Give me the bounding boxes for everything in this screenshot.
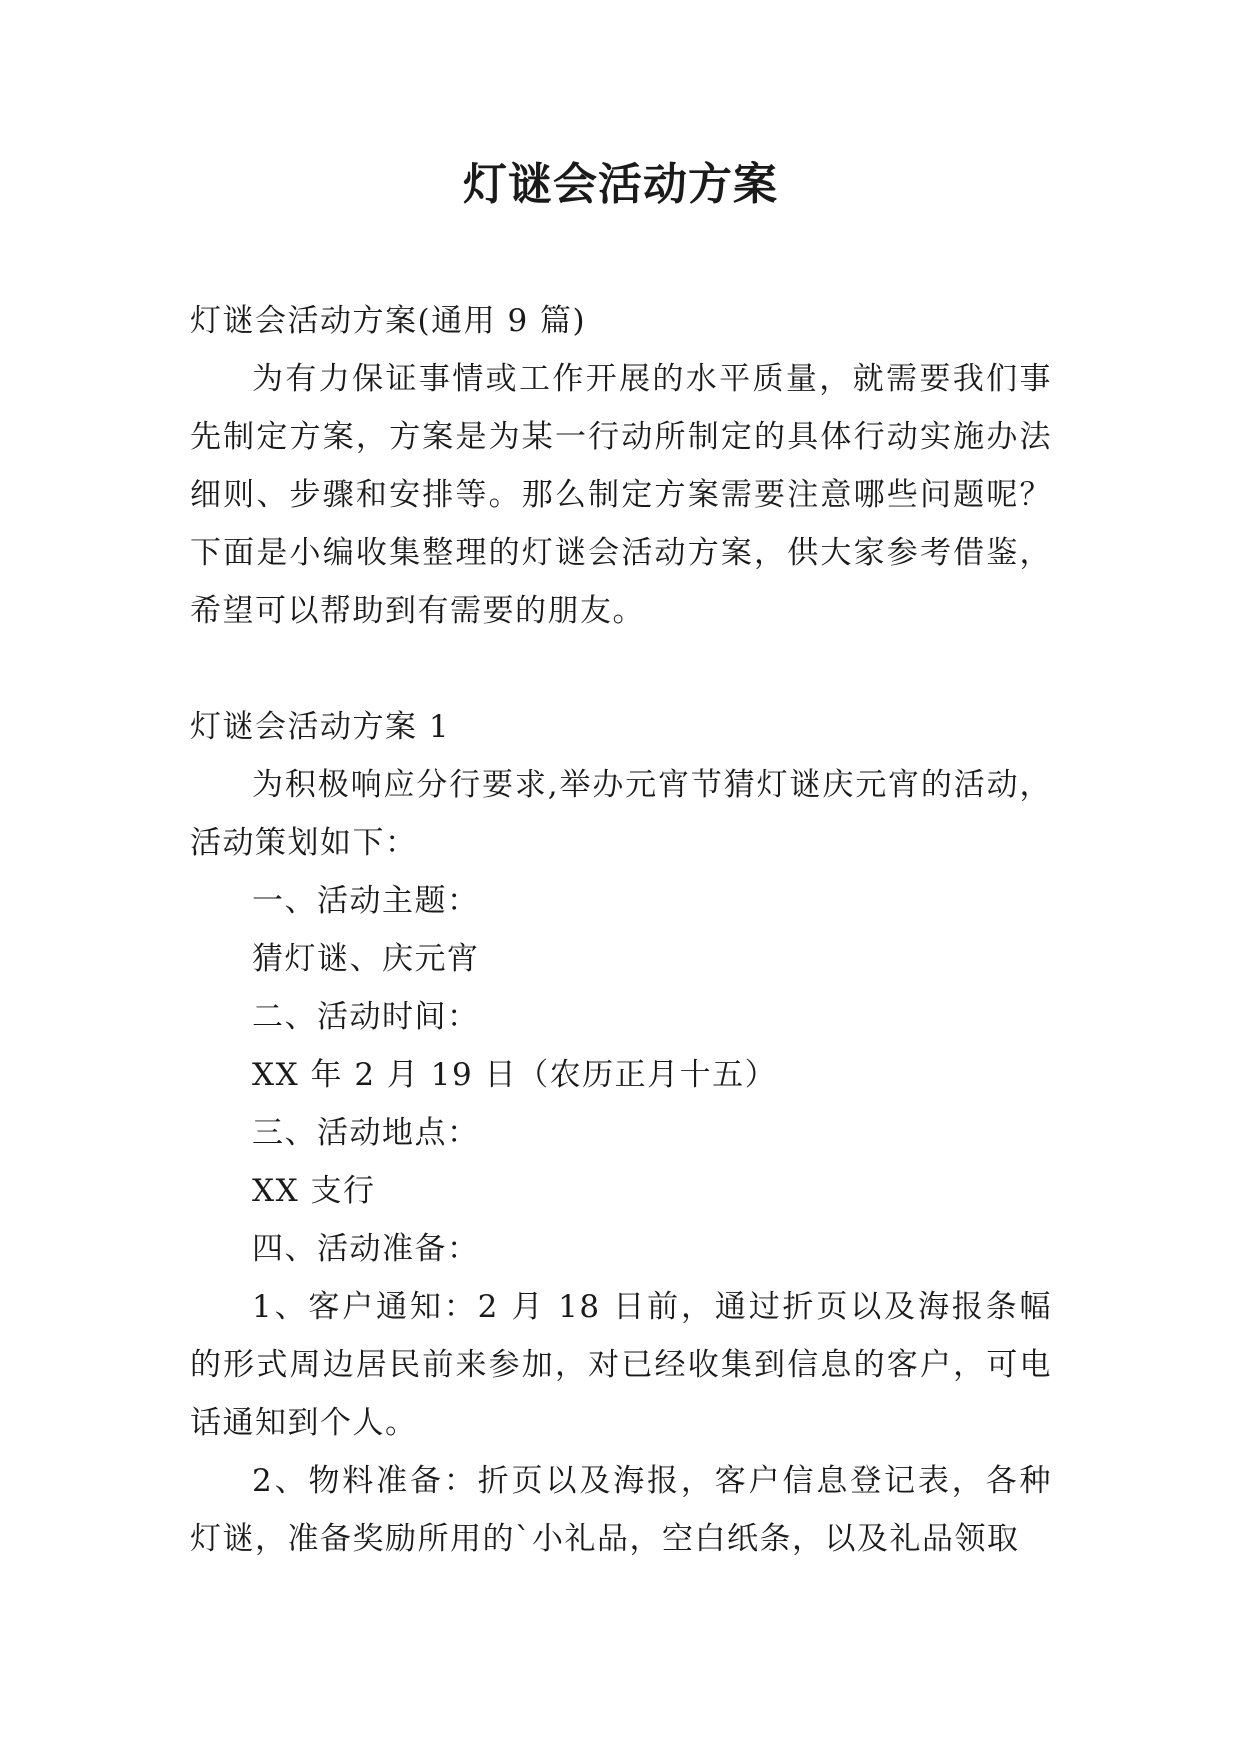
body-paragraph-materials: 2、物料准备：折页以及海报，客户信息登记表，各种灯谜，准备奖励所用的`小礼品，空白纸条，以及礼品领取	[190, 1463, 1052, 1557]
body-paragraph-notice: 1、客户通知：2 月 18 日前，通过折页以及海报条幅的形式周边居民前来参加，对已经收集到信息的客户，可电话通知到个人。	[190, 1289, 1052, 1441]
document-body	[190, 292, 1052, 1568]
section-heading: 灯谜会活动方案 1	[190, 709, 451, 745]
item-value-theme: 猜灯谜、庆元宵	[252, 941, 480, 977]
item-heading-preparation: 四、活动准备：	[252, 1231, 480, 1267]
item-heading-location: 三、活动地点：	[252, 1115, 480, 1151]
item-value-location: XX 支行	[252, 1173, 376, 1209]
subtitle-paragraph: 灯谜会活动方案(通用 9 篇)	[190, 303, 587, 339]
intro-paragraph: 为有力保证事情或工作开展的水平质量，就需要我们事先制定方案，方案是为某一行动所制定的具体行动实施办法细则、步骤和安排等。那么制定方案需要注意哪些问题呢？下面是小编收集整理的灯谜会活动方案，供大家参考借鉴，希望可以帮助到有需要的朋友。	[190, 361, 1052, 629]
body-paragraph: 为积极响应分行要求,举办元宵节猜灯谜庆元宵的活动，活动策划如下：	[190, 767, 1052, 861]
item-heading-theme: 一、活动主题：	[252, 883, 480, 919]
item-heading-time: 二、活动时间：	[252, 999, 480, 1035]
item-value-time: XX 年 2 月 19 日（农历正月十五）	[252, 1057, 778, 1093]
paragraph-gap	[190, 640, 1052, 698]
document-title: 灯谜会活动方案	[463, 159, 778, 210]
